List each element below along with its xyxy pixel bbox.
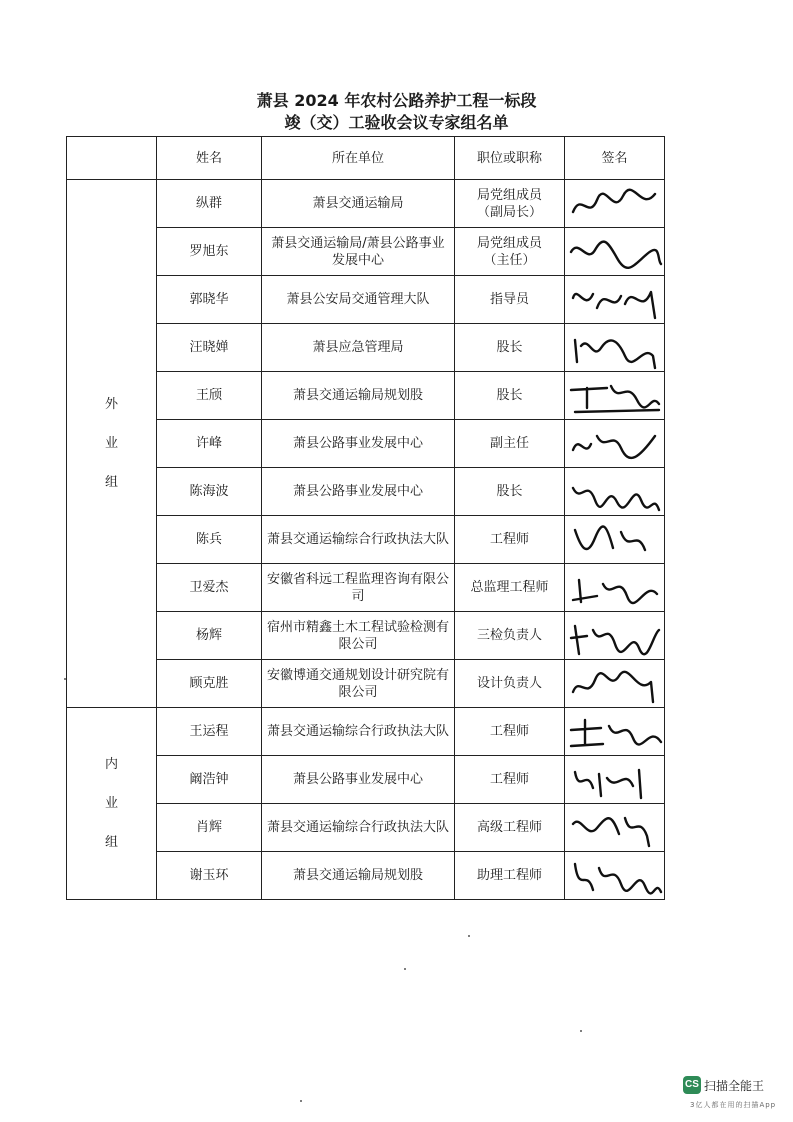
signature — [565, 516, 665, 564]
group-label-char: 组 — [104, 475, 118, 490]
document-title: 萧县 2024 年农村公路养护工程一标段 — [256, 91, 537, 110]
scan-speck — [468, 935, 470, 937]
scan-speck — [64, 678, 66, 680]
member-title: 工程师 — [455, 756, 565, 804]
scanner-brand: 扫描全能王 — [704, 1078, 765, 1093]
table-row — [67, 516, 665, 564]
member-name: 顾克胜 — [157, 660, 262, 708]
header-unit: 所在单位 — [262, 137, 455, 180]
group-label-char: 外 — [104, 397, 118, 412]
table-row — [67, 420, 665, 468]
table-row — [67, 660, 665, 708]
group-label-char: 业 — [104, 436, 118, 451]
table-row — [67, 564, 665, 612]
member-unit: 萧县交通运输局规划股 — [262, 852, 455, 900]
expert-roster-table — [66, 136, 665, 900]
signature — [565, 564, 665, 612]
member-unit: 萧县交通运输综合行政执法大队 — [262, 516, 455, 564]
document-subtitle: 竣（交）工验收会议专家组名单 — [284, 113, 509, 132]
table-row — [67, 180, 665, 228]
scanner-tagline: 3亿人都在用的扫描App — [690, 1101, 777, 1109]
member-title: 高级工程师 — [455, 804, 565, 852]
group-label-char: 业 — [104, 796, 118, 811]
signature — [565, 708, 665, 756]
member-name: 王颀 — [157, 372, 262, 420]
roster-body — [67, 180, 665, 900]
member-title: 股长 — [455, 372, 565, 420]
member-name: 纵群 — [157, 180, 262, 228]
signature — [565, 660, 665, 708]
member-title: 设计负责人 — [455, 660, 565, 708]
member-name: 陈兵 — [157, 516, 262, 564]
table-row — [67, 804, 665, 852]
member-name: 谢玉环 — [157, 852, 262, 900]
signature — [565, 612, 665, 660]
member-title: 工程师 — [455, 516, 565, 564]
member-unit: 安徽博通交通规划设计研究院有限公司 — [262, 660, 455, 708]
table-row — [67, 372, 665, 420]
signature — [565, 180, 665, 228]
member-unit: 萧县交通运输局/萧县公路事业发展中心 — [262, 228, 455, 276]
member-name: 罗旭东 — [157, 228, 262, 276]
signature — [565, 324, 665, 372]
header-title: 职位或职称 — [455, 137, 565, 180]
signature — [565, 468, 665, 516]
scan-speck — [580, 1030, 582, 1032]
member-unit: 萧县公路事业发展中心 — [262, 756, 455, 804]
member-title: 副主任 — [455, 420, 565, 468]
member-name: 杨辉 — [157, 612, 262, 660]
group-label — [67, 708, 157, 900]
member-name: 王运程 — [157, 708, 262, 756]
member-title: 总监理工程师 — [455, 564, 565, 612]
member-name: 阚浩钟 — [157, 756, 262, 804]
scan-speck — [404, 968, 406, 970]
signature — [565, 756, 665, 804]
member-name: 郭晓华 — [157, 276, 262, 324]
table-row — [67, 708, 665, 756]
header-name: 姓名 — [157, 137, 262, 180]
table-row — [67, 756, 665, 804]
table-row — [67, 612, 665, 660]
member-unit: 萧县交通运输局规划股 — [262, 372, 455, 420]
signature — [565, 804, 665, 852]
table-row — [67, 468, 665, 516]
member-unit: 安徽省科远工程监理咨询有限公司 — [262, 564, 455, 612]
member-unit: 萧县公安局交通管理大队 — [262, 276, 455, 324]
group-label-char: 内 — [104, 757, 118, 772]
member-name: 许峰 — [157, 420, 262, 468]
member-unit: 萧县交通运输局 — [262, 180, 455, 228]
signature — [565, 372, 665, 420]
member-title: 助理工程师 — [455, 852, 565, 900]
scan-speck — [300, 1100, 302, 1102]
member-title: 股长 — [455, 468, 565, 516]
header-group — [67, 137, 157, 180]
member-unit: 萧县公路事业发展中心 — [262, 468, 455, 516]
member-title: 局党组成员 （副局长） — [455, 180, 565, 228]
group-label-char: 组 — [104, 835, 118, 850]
table-row — [67, 852, 665, 900]
table-row — [67, 324, 665, 372]
member-unit: 萧县交通运输综合行政执法大队 — [262, 804, 455, 852]
member-title: 局党组成员 （主任） — [455, 228, 565, 276]
table-row — [67, 228, 665, 276]
scanner-watermark — [683, 1076, 764, 1094]
header-signature: 签名 — [565, 137, 665, 180]
signature — [565, 228, 665, 276]
signature — [565, 852, 665, 900]
member-title: 三检负责人 — [455, 612, 565, 660]
group-label — [67, 180, 157, 708]
member-unit: 萧县应急管理局 — [262, 324, 455, 372]
member-name: 肖辉 — [157, 804, 262, 852]
member-unit: 萧县交通运输综合行政执法大队 — [262, 708, 455, 756]
cs-logo-icon: CS — [683, 1076, 701, 1094]
member-name: 卫爱杰 — [157, 564, 262, 612]
member-title: 指导员 — [455, 276, 565, 324]
member-unit: 萧县公路事业发展中心 — [262, 420, 455, 468]
member-name: 汪晓婵 — [157, 324, 262, 372]
member-title: 股长 — [455, 324, 565, 372]
signature — [565, 276, 665, 324]
member-name: 陈海波 — [157, 468, 262, 516]
member-title: 工程师 — [455, 708, 565, 756]
member-unit: 宿州市精鑫土木工程试验检测有限公司 — [262, 612, 455, 660]
table-row — [67, 276, 665, 324]
table-header-row — [67, 137, 665, 180]
signature — [565, 420, 665, 468]
